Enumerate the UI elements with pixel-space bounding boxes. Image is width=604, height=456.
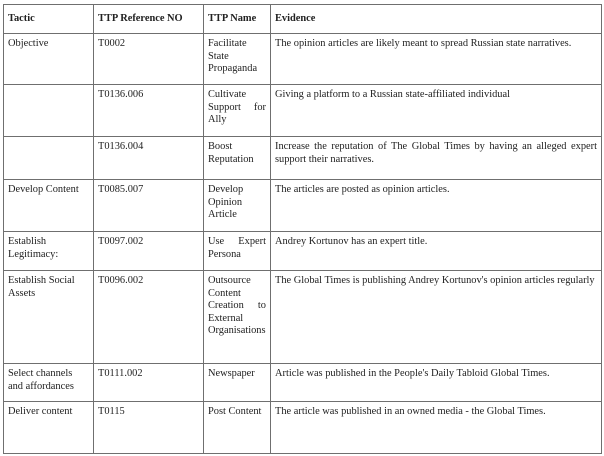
- name-cell: Develop Opinion Article: [204, 180, 271, 232]
- table-row: [4, 34, 602, 85]
- ref-cell: T0096.002: [94, 271, 204, 364]
- name-cell: Use Expert Persona: [204, 232, 271, 271]
- tactic-cell: Select channels and affordances: [4, 364, 94, 402]
- tactic-cell: Establish Legitimacy:: [4, 232, 94, 271]
- name-cell: Facilitate State Propaganda: [204, 34, 271, 85]
- evidence-cell: Article was published in the People's Daily Tabloid Global Times.: [271, 364, 602, 402]
- table-row: [4, 180, 602, 232]
- name-cell: Outsource Content Creation to External Organisations: [204, 271, 271, 364]
- tactic-cell: [4, 137, 94, 180]
- tactic-cell: Establish Social Assets: [4, 271, 94, 364]
- ref-cell: T0085.007: [94, 180, 204, 232]
- name-cell: Newspaper: [204, 364, 271, 402]
- header-tactic: Tactic: [4, 5, 94, 34]
- evidence-cell: The Global Times is publishing Andrey Kortunov's opinion articles regularly: [271, 271, 602, 364]
- ref-cell: T0097.002: [94, 232, 204, 271]
- table-row: [4, 364, 602, 402]
- name-cell: Cultivate Support for Ally: [204, 85, 271, 137]
- tactic-cell: Objective: [4, 34, 94, 85]
- evidence-cell: Andrey Kortunov has an expert title.: [271, 232, 602, 271]
- table-row: [4, 402, 602, 454]
- ref-cell: T0136.006: [94, 85, 204, 137]
- table-row: [4, 85, 602, 137]
- tactic-cell: Develop Content: [4, 180, 94, 232]
- table-row: [4, 232, 602, 271]
- ref-cell: T0002: [94, 34, 204, 85]
- header-evidence: Evidence: [271, 5, 602, 34]
- header-ttp-name: TTP Name: [204, 5, 271, 34]
- header-row: [4, 5, 602, 34]
- evidence-cell: The opinion articles are likely meant to spread Russian state narratives.: [271, 34, 602, 85]
- table-row: [4, 271, 602, 364]
- ref-cell: T0136.004: [94, 137, 204, 180]
- table-row: [4, 137, 602, 180]
- name-cell: Post Content: [204, 402, 271, 454]
- ttp-table: [3, 4, 602, 454]
- ref-cell: T0115: [94, 402, 204, 454]
- header-ttp-reference: TTP Reference NO: [94, 5, 204, 34]
- evidence-cell: Giving a platform to a Russian state-affiliated individual: [271, 85, 602, 137]
- tactic-cell: [4, 85, 94, 137]
- evidence-cell: The articles are posted as opinion articles.: [271, 180, 602, 232]
- ref-cell: T0111.002: [94, 364, 204, 402]
- evidence-cell: Increase the reputation of The Global Times by having an alleged expert support their narratives.: [271, 137, 602, 180]
- tactic-cell: Deliver content: [4, 402, 94, 454]
- evidence-cell: The article was published in an owned media - the Global Times.: [271, 402, 602, 454]
- name-cell: Boost Reputation: [204, 137, 271, 180]
